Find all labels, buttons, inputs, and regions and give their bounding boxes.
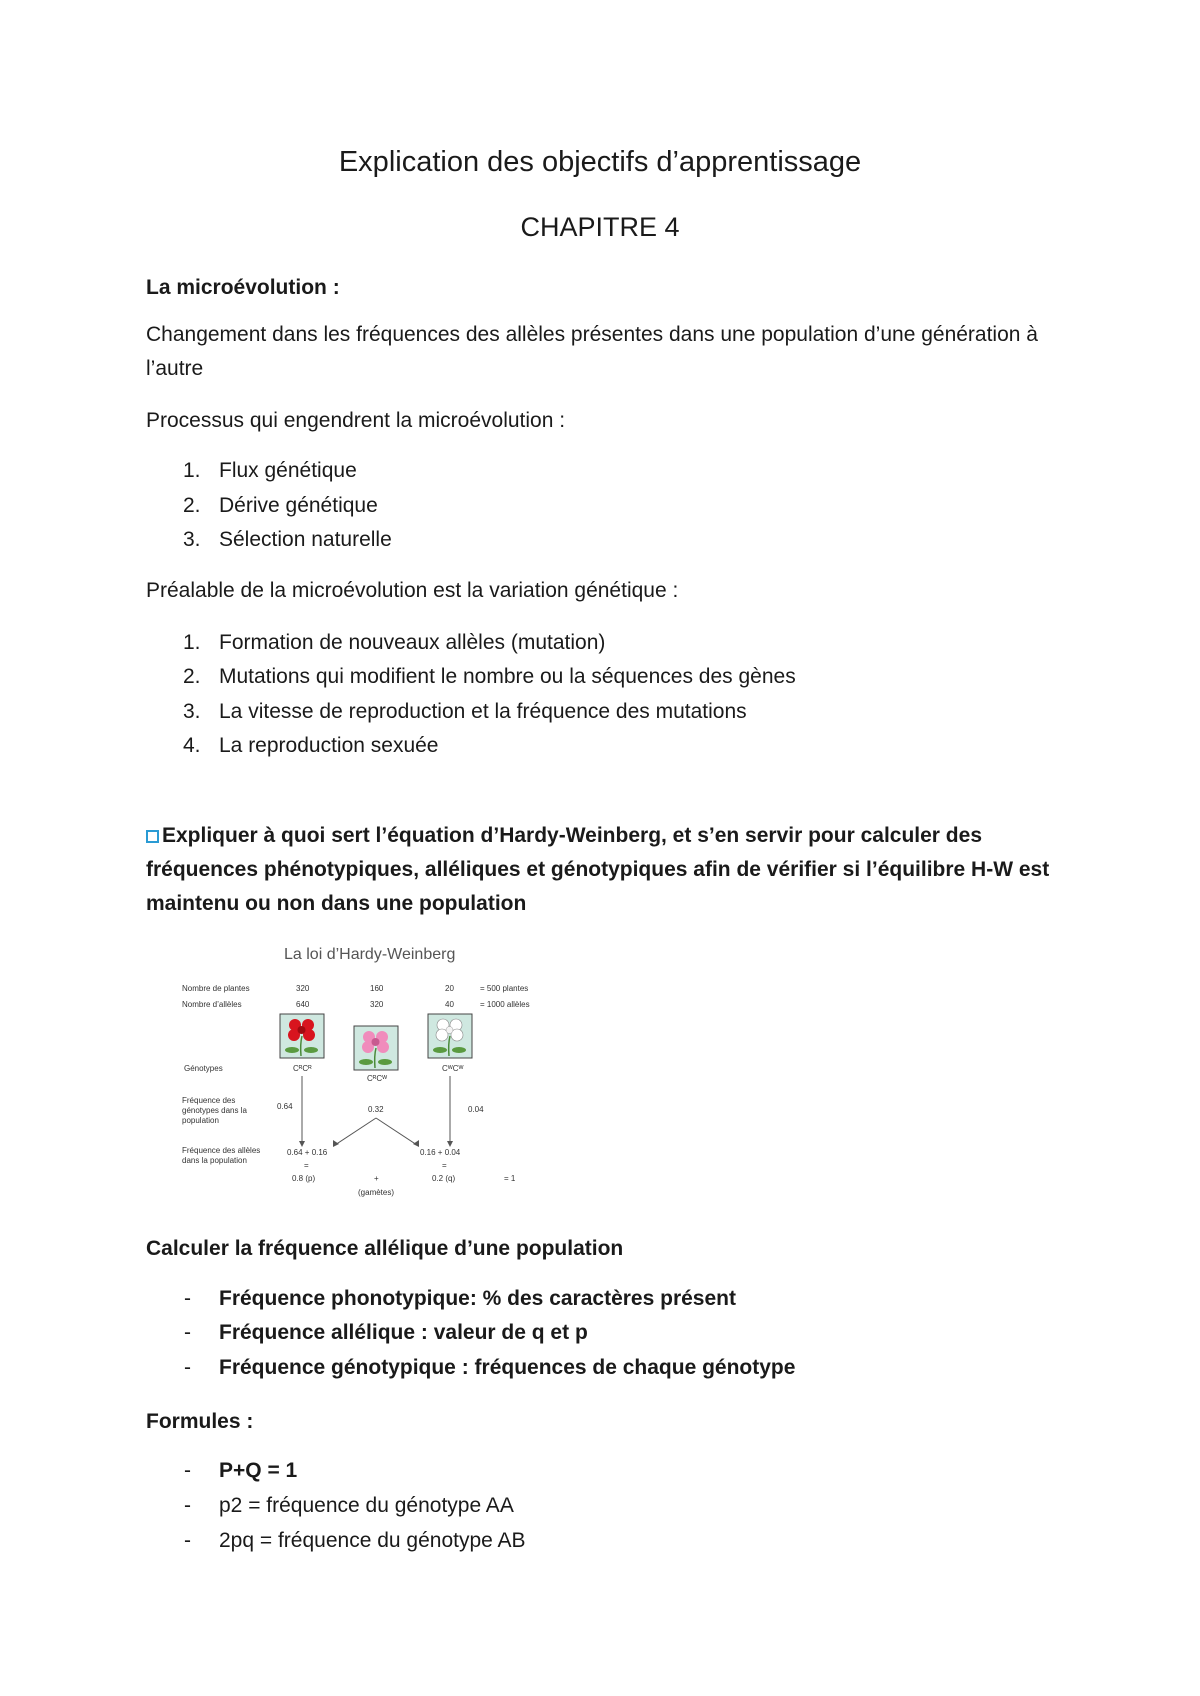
plus-sign: +: [374, 1174, 379, 1183]
label-geno-freq-1: Fréquence des: [182, 1096, 236, 1105]
list-item: Sélection naturelle: [219, 528, 392, 551]
label-allele-freq-1: Fréquence des allèles: [182, 1146, 261, 1155]
list-item: La reproduction sexuée: [219, 734, 439, 757]
list-item: Fréquence allélique : valeur de q et p: [219, 1321, 588, 1344]
arrow-heads: [299, 1140, 453, 1147]
genotype-red: CᴿCᴿ: [293, 1064, 312, 1073]
prereq-intro: Préalable de la microévolution est la variation génétique :: [146, 579, 679, 602]
geno-freq-red: 0.64: [277, 1102, 293, 1111]
list-item: p2 = fréquence du génotype AA: [219, 1494, 514, 1517]
genotype-white: CᵂCᵂ: [442, 1064, 464, 1073]
alleles-white: 40: [445, 1000, 454, 1009]
formulas-heading: Formules :: [146, 1410, 254, 1433]
geno-freq-pink: 0.32: [368, 1105, 384, 1114]
processes-intro: Processus qui engendrent la microévolution :: [146, 409, 566, 432]
gametes-label: (gamètes): [358, 1188, 395, 1197]
list-item: Fréquence phonotypique: % des caractères présent: [219, 1287, 736, 1310]
list-item: Formation de nouveaux allèles (mutation): [219, 631, 606, 654]
allele-sum-left: 0.64 + 0.16: [287, 1148, 328, 1157]
alleles-red: 640: [296, 1000, 310, 1009]
allele-sum-right: 0.16 + 0.04: [420, 1148, 461, 1157]
document-title: Explication des objectifs d’apprentissage: [338, 146, 862, 178]
red-flower-icon: [280, 1014, 324, 1058]
label-geno-freq-2: génotypes dans la: [182, 1106, 247, 1115]
list-item: Mutations qui modifient le nombre ou la séquences des gènes: [219, 665, 796, 688]
checkbox-icon: [146, 830, 159, 843]
microevolution-heading: La microévolution :: [146, 276, 340, 299]
equals-left: =: [304, 1161, 309, 1170]
q-value: 0.2 (q): [432, 1174, 456, 1183]
label-plant-count: Nombre de plantes: [182, 984, 250, 993]
list-item: Fréquence génotypique : fréquences de chaque génotype: [219, 1356, 796, 1379]
p-value: 0.8 (p): [292, 1174, 316, 1183]
genotype-pink: CᴿCᵂ: [367, 1074, 388, 1083]
geno-freq-white: 0.04: [468, 1105, 484, 1114]
microevolution-definition: Changement dans les fréquences des allèles présentes dans une population d’une génération à l’autre: [146, 323, 1038, 380]
alleles-total: = 1000 allèles: [480, 1000, 530, 1009]
list-item: P+Q = 1: [219, 1459, 298, 1482]
white-flower-icon: [428, 1014, 472, 1058]
plants-pink: 160: [370, 984, 384, 993]
plants-red: 320: [296, 984, 310, 993]
label-genotypes: Génotypes: [184, 1064, 223, 1073]
plants-total: = 500 plantes: [480, 984, 529, 993]
document-page: Explication des objectifs d’apprentissage CHAPITRE 4 La microévolution : Changement dans les fréquences des allèles présentes dans une population d’une génération à l’autre Processus qui engendrent la microévolution : 1. Flux génétique 2. Dérive génétique 3. Sélection naturelle Préalable de la microévolution est la variation génétique : 1. Formation de nouveaux allèles (mutation) 2. Mutations qui modifient le nombre ou la séquences des gènes 3. La vitesse de reproduction et la fréquence des mutations 4. La reproduction sexuée Expliquer à quoi sert l’équation d’Hardy-Weinberg, et s’en servir pour calculer des fréquences phénotypiques, alléliques et génotypiques afin de vérifier si l’équilibre H-W est maintenu ou non dans une population La loi d’Hardy-Weinberg Nombre de plantes Nombre d’allèles 320 160 20 = 500 plantes 640 320 40 = 1000 allèles Génotypes CᴿCᴿ CᴿCᵂ CᵂCᵂ Fréquence des génotypes dans la population 0.64 0.32 0.04 Fréquence des allèles dans la population 0.64 + 0.16 0.16 + 0.04 = = 0.8 (p) + 0.2 (q) = 1 (gamètes) Calculer la fréquence allélique d’une population - Fréquence phonotypique: % des caractères présent - Fréquence allélique : valeur de q et p - Fréquence génotypique : fréquences de chaque génotype Formules : - P+Q = 1 - p2 = fréquence du génotype AA - 2pq = fréquence du génotype AB: [0, 0, 1200, 1696]
list-item: La vitesse de reproduction et la fréquence des mutations: [219, 700, 747, 723]
equals-right: =: [442, 1161, 447, 1170]
figure-title: La loi d’Hardy-Weinberg: [284, 946, 456, 963]
label-allele-count: Nombre d’allèles: [182, 1000, 242, 1009]
allele-frequency-heading: Calculer la fréquence allélique d’une population: [146, 1237, 624, 1260]
label-geno-freq-3: population: [182, 1116, 219, 1125]
plants-white: 20: [445, 984, 454, 993]
label-allele-freq-2: dans la population: [182, 1156, 247, 1165]
hardy-weinberg-figure: [170, 940, 550, 1210]
chapter-heading: CHAPITRE 4: [520, 212, 680, 242]
list-item: 2pq = fréquence du génotype AB: [219, 1529, 526, 1552]
alleles-pink: 320: [370, 1000, 384, 1009]
pink-flower-icon: [354, 1026, 398, 1070]
sum-total: = 1: [504, 1174, 516, 1183]
learning-objective: Expliquer à quoi sert l’équation d’Hardy-Weinberg, et s’en servir pour calculer des fréquences phénotypiques, alléliques et génotypiques afin de vérifier si l’équilibre H-W est maintenu ou non dans une population: [146, 824, 1050, 915]
list-item: Dérive génétique: [219, 494, 378, 517]
list-item: Flux génétique: [219, 459, 357, 482]
